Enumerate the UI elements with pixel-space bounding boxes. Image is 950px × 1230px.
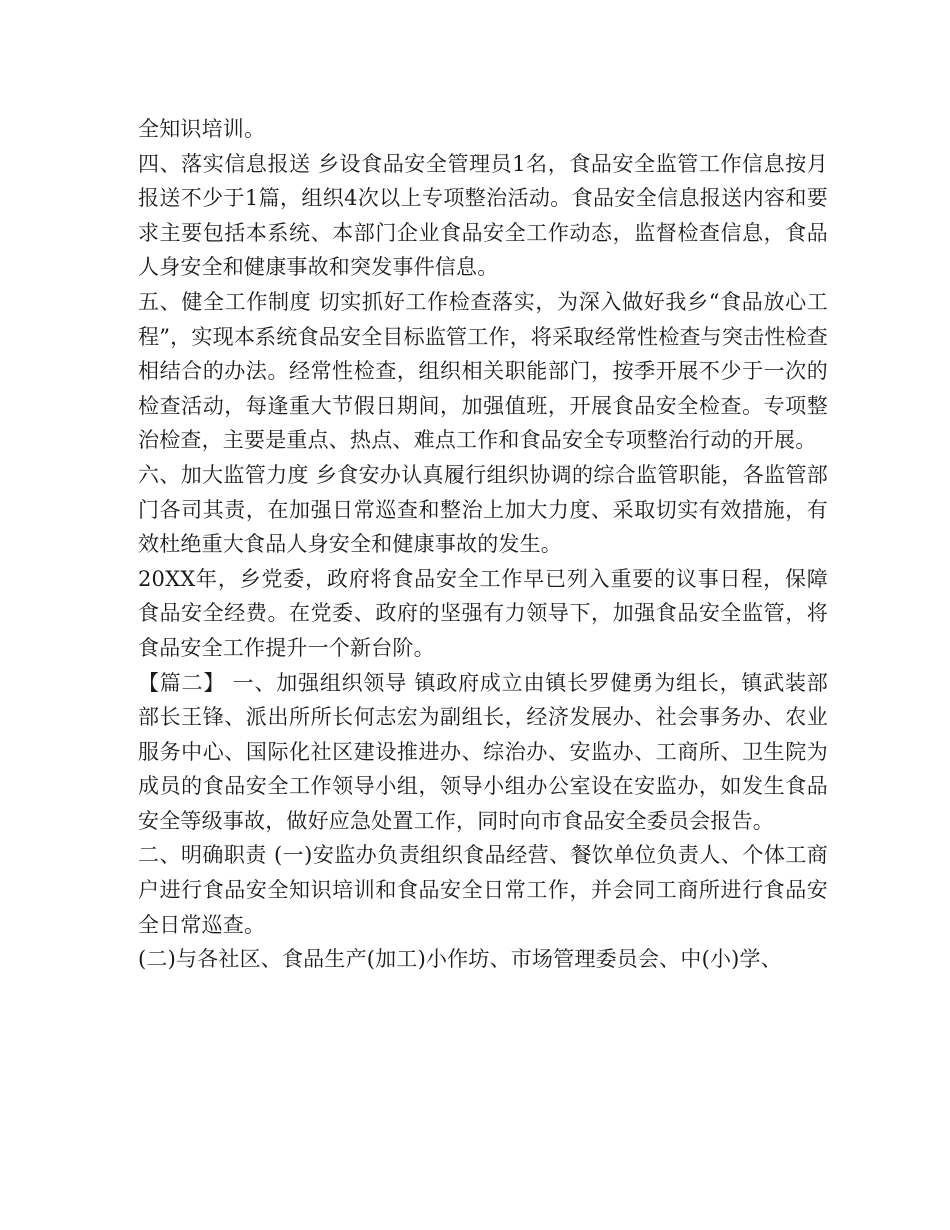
paragraph-3: 五、健全工作制度 切实抓好工作检查落实，为深入做好我乡“食品放心工程”，实现本系统食品安全目标监管工作，将采取经常性检查与突击性检查相结合的办法。经常性检查，组织相关职能部门，按季开展不少于一次的检查活动，每逢重大节假日期间，加强值班，开展食品安全检查。专项整治检查，主要是重点、热点、难点工作和食品安全专项整治行动的开展。 <box>138 289 828 453</box>
document-page <box>138 112 828 977</box>
paragraph-7: 二、明确职责 (一)安监办负责组织食品经营、餐饮单位负责人、个体工商户进行食品安全知识培训和食品安全日常工作，并会同工商所进行食品安全日常巡查。 <box>138 843 828 937</box>
paragraph-2: 四、落实信息报送 乡设食品安全管理员1名，食品安全监管工作信息按月报送不少于1篇，组织4次以上专项整治活动。食品安全信息报送内容和要求主要包括本系统、本部门企业食品安全工作动态，监督检查信息，食品人身安全和健康事故和突发事件信息。 <box>138 151 828 280</box>
paragraph-6: 【篇二】 一、加强组织领导 镇政府成立由镇长罗健勇为组长，镇武装部部长王锋、派出所所长何志宏为副组长，经济发展办、社会事务办、农业服务中心、国际化社区建设推进办、综治办、安监办、工商所、卫生院为成员的食品安全工作领导小组，领导小组办公室设在安监办，如发生食品安全等级事故，做好应急处置工作，同时向市食品安全委员会报告。 <box>138 670 828 833</box>
paragraph-8: (二)与各社区、食品生产(加工)小作坊、市场管理委员会、中(小)学、 <box>138 947 782 972</box>
paragraph-4: 六、加大监管力度 乡食安办认真履行组织协调的综合监管职能，各监管部门各司其责，在加强日常巡查和整治上加大力度、采取切实有效措施，有效杜绝重大食品人身安全和健康事故的发生。 <box>138 462 828 557</box>
paragraph-5: 20XX年，乡党委，政府将食品安全工作早已列入重要的议事日程，保障食品安全经费。在党委、政府的坚强有力领导下，加强食品安全监管，将食品安全工作提升一个新台阶。 <box>138 566 828 660</box>
paragraph-1: 全知识培训。 <box>138 117 266 141</box>
